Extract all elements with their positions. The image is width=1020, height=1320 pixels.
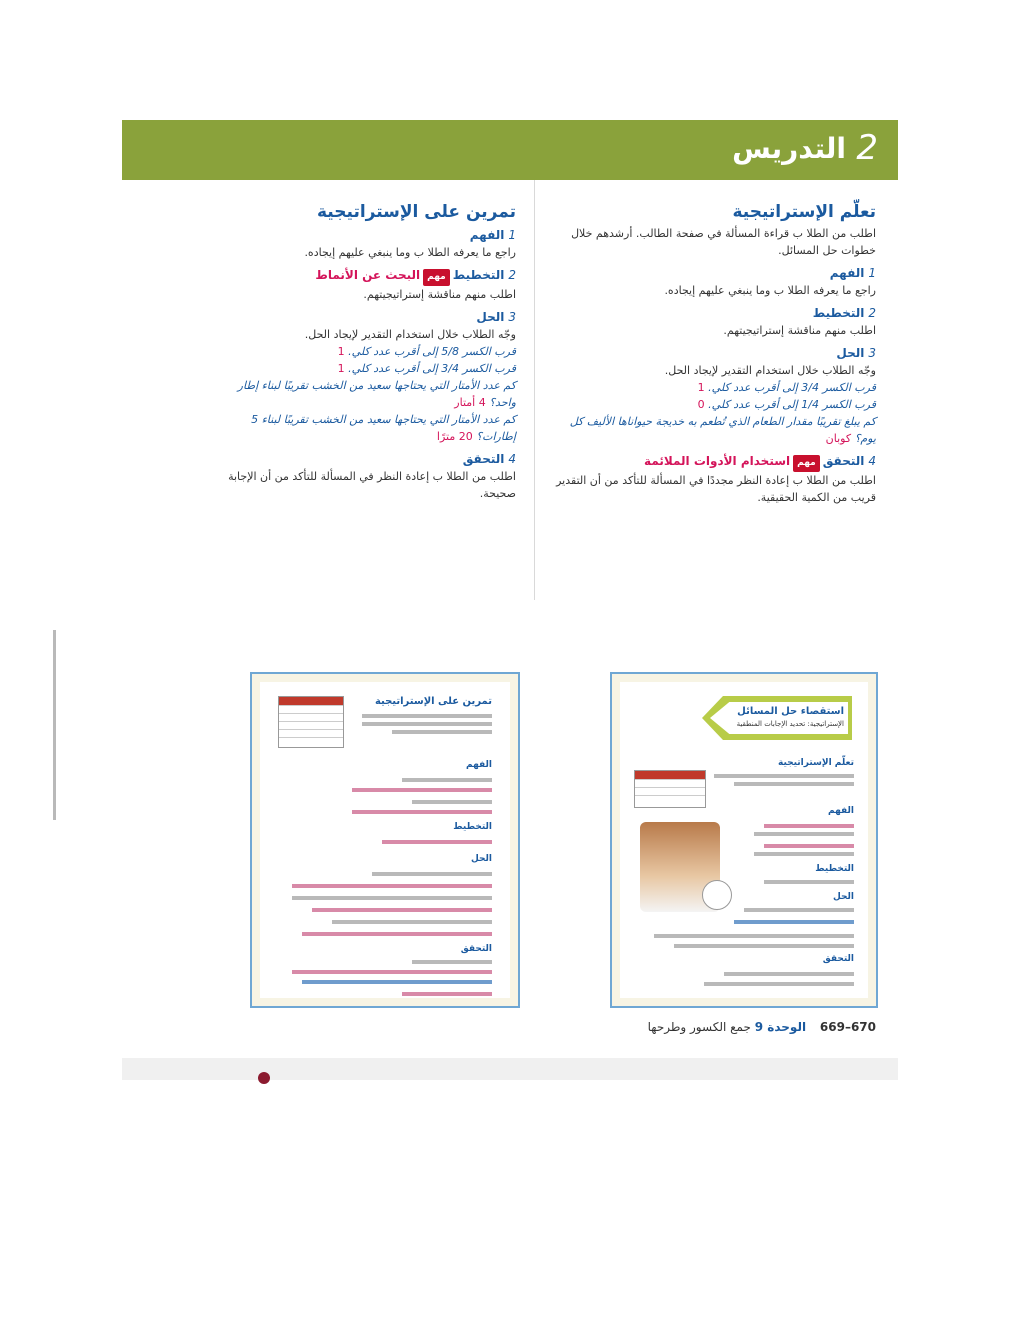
step-solve-text: وجّه الطلاب خلال استخدام التقدير لإيجاد الحل. xyxy=(664,364,876,377)
step-plan: 2التخطيط xyxy=(812,306,876,320)
solve-question-3: كم يبلغ تقريبًا مقدار الطعام الذي تُطعم به خديجة حيواناها الأليف كل يوم؟ كوبان xyxy=(569,415,876,445)
thumb-header: استقصاء حل المسائل xyxy=(737,706,844,717)
solve-question-2: قرب الكسر 3/4 إلى أقرب عدد كلي. 1 xyxy=(337,362,516,375)
solve-question-3: كم عدد الأمتار التي يحتاجها سعيد من الخشب تقريبًا لبناء إطار واحد؟ 4 أمتار xyxy=(237,379,516,409)
vertical-caption xyxy=(50,630,60,820)
step-understand-text: راجع ما يعرفه الطلا ب وما ينبغي عليهم إيجاده. xyxy=(304,246,516,259)
math-practice-tag: مهم xyxy=(423,269,450,286)
practice-strategy-column xyxy=(216,204,516,502)
step-understand-text: راجع ما يعرفه الطلا ب وما ينبغي عليهم إيجاده. xyxy=(664,284,876,297)
step-solve: 3الحل xyxy=(476,310,516,324)
step-check: 4التحقق xyxy=(462,452,516,466)
solve-question-1: قرب الكسر 3/4 إلى أقرب عدد كلي. 1 xyxy=(697,381,876,394)
step-solve: 3الحل xyxy=(836,346,876,360)
thumb-table xyxy=(634,770,706,808)
math-practice-tag: مهم xyxy=(793,455,820,472)
banner-number: 2 xyxy=(856,128,878,168)
thumb-title: تمرين على الإستراتيجية xyxy=(374,696,492,707)
unit-label: الوحدة 9 xyxy=(754,1020,807,1034)
step-plan: 2التخطيطمهمالبحث عن الأنماط xyxy=(216,267,516,286)
section-banner xyxy=(122,120,898,180)
solve-question-4: كم عدد الأمتار التي يحتاجها سعيد من الخشب تقريبًا لبناء 5 إطارات؟ 20 مترًا xyxy=(251,413,516,443)
step-understand: 1الفهم xyxy=(469,228,516,242)
student-page-thumbnail-left: تمرين على الإستراتيجية الفهم التخطيط الحل التحقق xyxy=(250,672,520,1008)
speech-bubble xyxy=(702,880,732,910)
step-check-text: اطلب من الطلا ب إعادة النظر في المسألة للتأكد من أن الإجابة صحيحة. xyxy=(228,470,516,500)
step-plan-text: اطلب منهم مناقشة إستراتيجيتهم. xyxy=(363,288,516,301)
student-page-thumbnail-right: استقصاء حل المسائل الإستراتيجية: تحديد الإجابات المنطقية تعلّم الإستراتيجية الفهم التخطيط الحل التحقق xyxy=(610,672,878,1008)
column-divider xyxy=(534,180,535,600)
page-footer xyxy=(648,1020,876,1034)
step-check: 4التحققمهماستخدام الأدوات الملائمة xyxy=(546,453,876,472)
unit-title: جمع الكسور وطرحها xyxy=(647,1020,751,1034)
learn-strategy-column xyxy=(546,204,876,506)
bottom-dot xyxy=(258,1072,270,1084)
banner-title: التدريس xyxy=(732,132,846,165)
step-check-text: اطلب من الطلا ب إعادة النظر مجددًا في المسألة للتأكد من أن التقدير قريب من الكمية الحقيقية. xyxy=(556,474,876,504)
solve-question-1: قرب الكسر 5/8 إلى أقرب عدد كلي. 1 xyxy=(337,345,516,358)
teacher-page xyxy=(122,120,898,1080)
bottom-band xyxy=(122,1058,898,1080)
thumb-learn-title: تعلّم الإستراتيجية xyxy=(778,758,854,768)
step-solve-text: وجّه الطلاب خلال استخدام التقدير لإيجاد الحل. xyxy=(304,328,516,341)
learn-strategy-title: تعلّم الإستراتيجية xyxy=(732,202,876,222)
step-understand: 1الفهم xyxy=(829,266,876,280)
thumb-subheader: الإستراتيجية: تحديد الإجابات المنطقية xyxy=(736,720,844,728)
step-plan-text: اطلب منهم مناقشة إستراتيجيتهم. xyxy=(723,324,876,337)
page-numbers: 669–670 xyxy=(819,1020,876,1034)
practice-strategy-title: تمرين على الإستراتيجية xyxy=(317,202,516,222)
thumb-table xyxy=(278,696,344,748)
learn-intro: اطلب من الطلا ب قراءة المسألة في صفحة الطالب. أرشدهم خلال خطوات حل المسائل. xyxy=(571,227,876,257)
solve-question-2: قرب الكسر 1/4 إلى أقرب عدد كلي. 0 xyxy=(697,398,876,411)
